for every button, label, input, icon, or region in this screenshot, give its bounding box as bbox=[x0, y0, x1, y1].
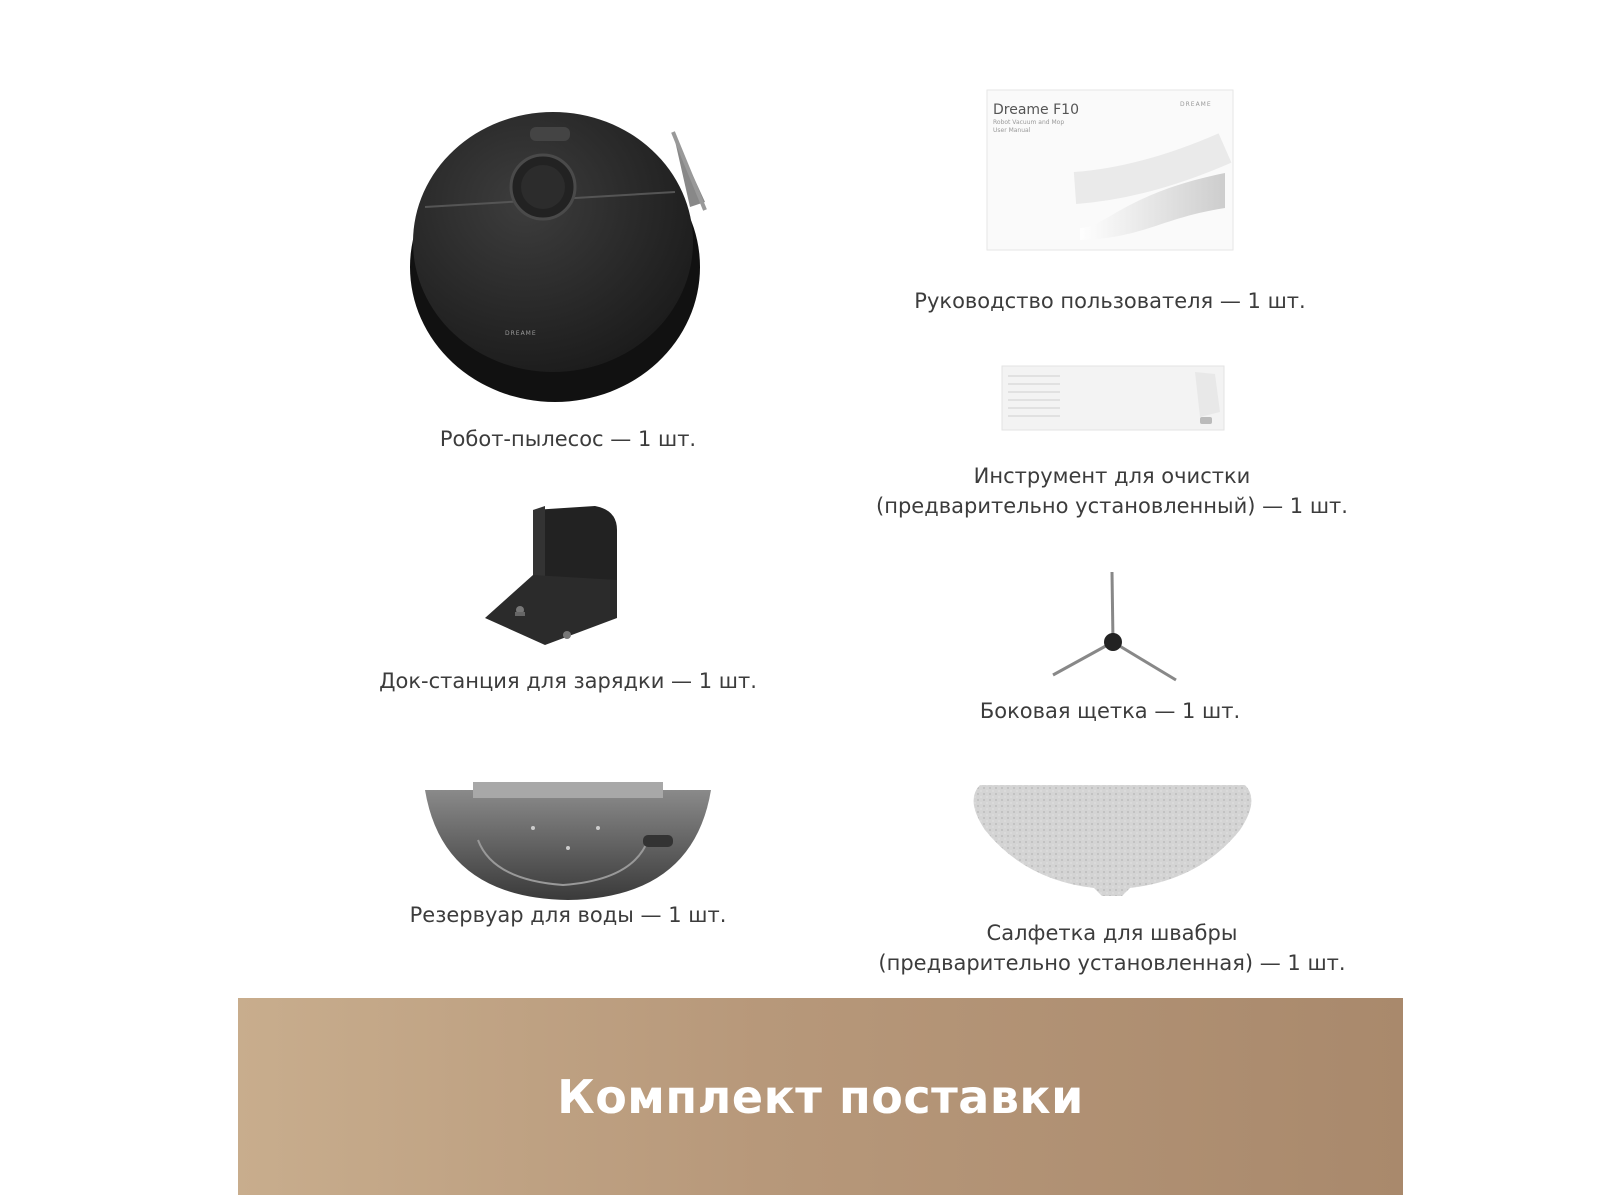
robot-vacuum-image bbox=[405, 92, 735, 412]
user-manual-image bbox=[985, 88, 1235, 253]
water-tank-image bbox=[423, 780, 713, 905]
manual-cover-subtitle-1: Robot Vacuum and Mop bbox=[993, 119, 1065, 126]
cleaning-tool-caption-line1: Инструмент для очистки bbox=[973, 464, 1251, 488]
cleaning-tool-image bbox=[1000, 362, 1230, 437]
manual-cover-title: Dreame F10 bbox=[993, 102, 1079, 118]
package-contents-banner bbox=[238, 998, 1403, 1195]
manual-cover-subtitle-2: User Manual bbox=[993, 127, 1031, 134]
manual-cover-logo: DREAME bbox=[1180, 101, 1212, 108]
charging-dock-image bbox=[485, 500, 645, 660]
user-manual-caption: Руководство пользователя — 1 шт. bbox=[914, 289, 1306, 313]
cleaning-tool-caption-line2: (предварительно установленный) — 1 шт. bbox=[876, 494, 1348, 518]
mop-pad-caption-line2: (предварительно установленная) — 1 шт. bbox=[878, 951, 1346, 975]
mop-pad-caption bbox=[878, 918, 1345, 978]
side-brush-caption: Боковая щетка — 1 шт. bbox=[979, 699, 1241, 723]
banner-title: Комплект поставки bbox=[557, 1069, 1084, 1124]
mop-pad-image bbox=[970, 780, 1255, 900]
robot-logo: DREAME bbox=[505, 330, 537, 337]
robot-vacuum-caption: Робот-пылесос — 1 шт. bbox=[439, 427, 697, 451]
charging-dock-caption: Док-станция для зарядки — 1 шт. bbox=[379, 669, 757, 693]
side-brush-image bbox=[1048, 570, 1178, 685]
mop-pad-caption-line1: Салфетка для швабры bbox=[986, 921, 1238, 945]
water-tank-caption: Резервуар для воды — 1 шт. bbox=[409, 903, 727, 927]
cleaning-tool-caption bbox=[876, 461, 1348, 521]
